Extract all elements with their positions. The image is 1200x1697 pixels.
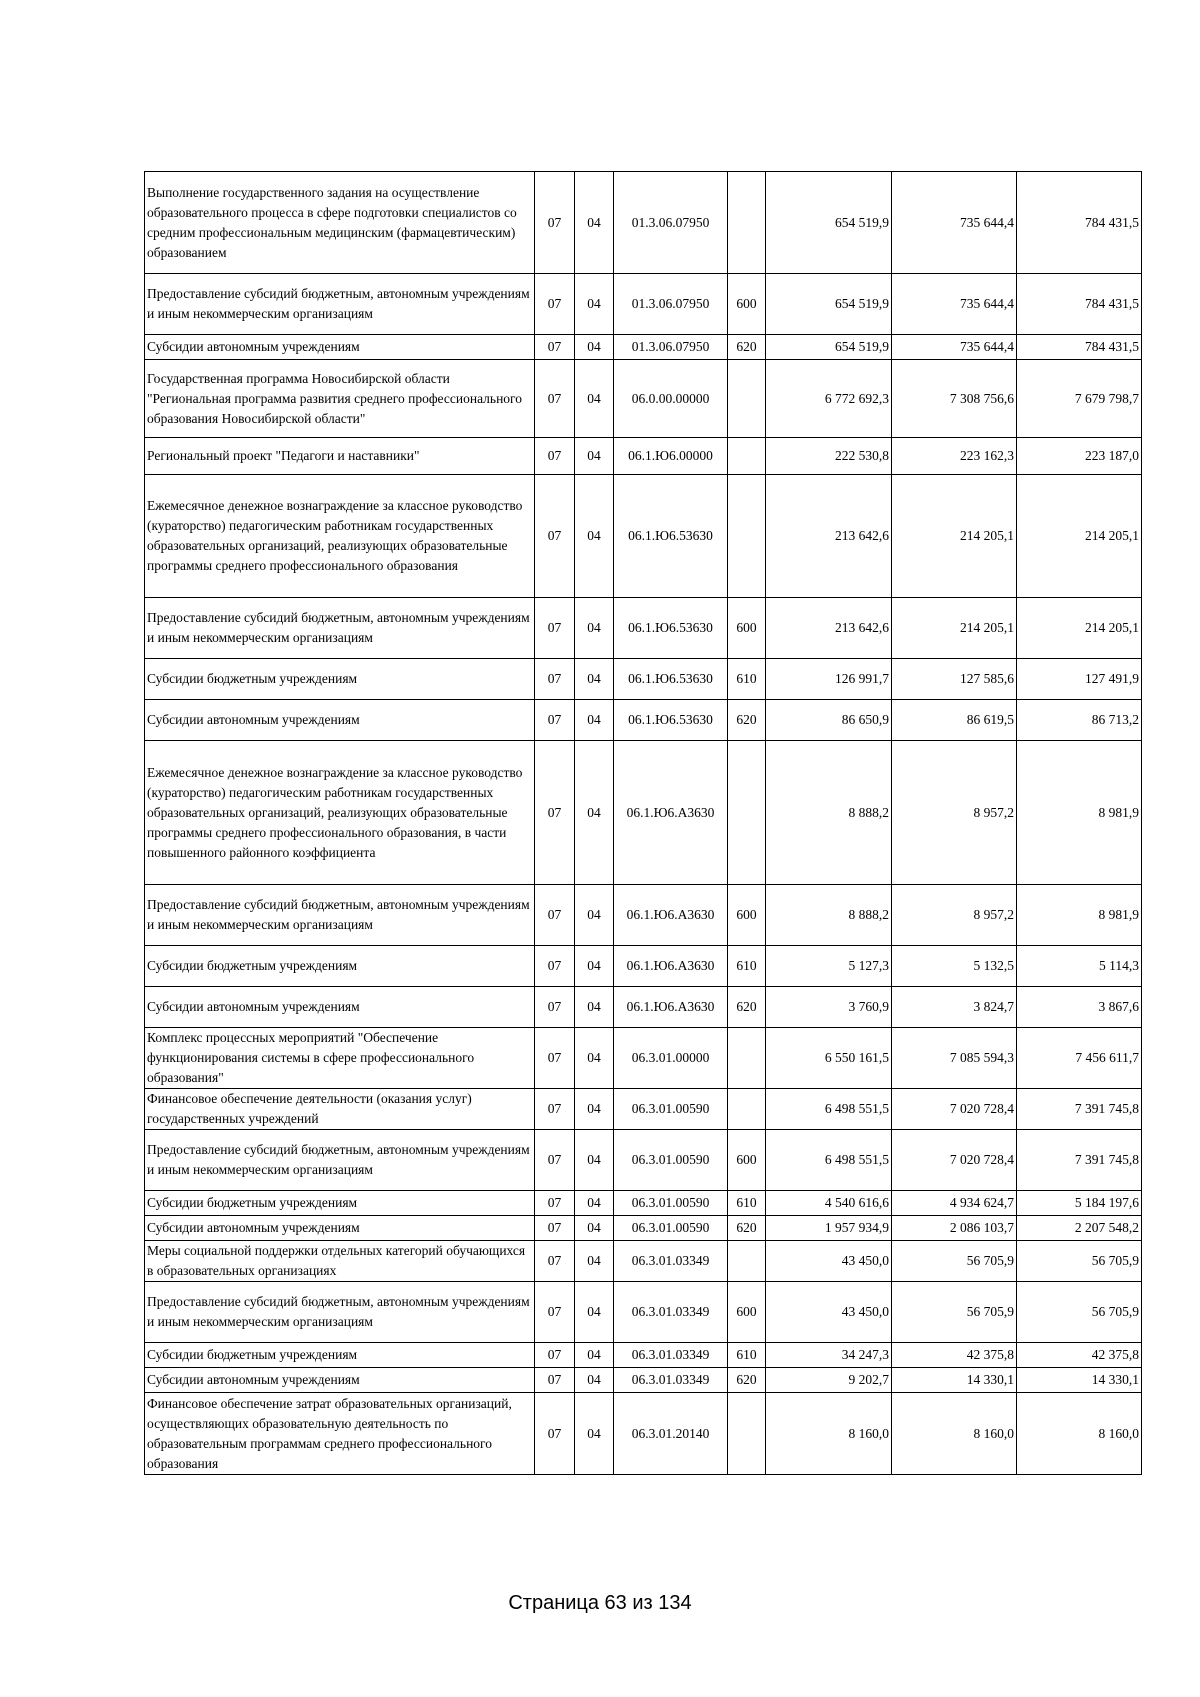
row-expense-type: 600 [728, 885, 766, 946]
row-expense-type: 620 [728, 987, 766, 1028]
row-amount-3: 56 705,9 [1017, 1241, 1142, 1282]
row-amount-2: 214 205,1 [892, 598, 1017, 659]
row-subsection: 04 [575, 741, 614, 885]
row-amount-3: 3 867,6 [1017, 987, 1142, 1028]
row-expense-type [728, 172, 766, 274]
row-target-item: 06.1.Ю6.53630 [614, 475, 728, 598]
table-row [145, 1393, 1142, 1475]
row-expense-type: 610 [728, 1191, 766, 1216]
row-section: 07 [535, 741, 575, 885]
row-amount-2: 735 644,4 [892, 172, 1017, 274]
row-amount-2: 4 934 624,7 [892, 1191, 1017, 1216]
row-target-item: 06.1.Ю6.А3630 [614, 741, 728, 885]
table-row [145, 475, 1142, 598]
row-expense-type [728, 1028, 766, 1089]
row-name: Субсидии автономным учреждениям [145, 700, 535, 741]
row-expense-type: 620 [728, 1368, 766, 1393]
row-expense-type [728, 1089, 766, 1130]
row-target-item: 06.1.Ю6.53630 [614, 598, 728, 659]
row-target-item: 06.1.Ю6.00000 [614, 438, 728, 475]
row-amount-3: 214 205,1 [1017, 598, 1142, 659]
row-subsection: 04 [575, 1216, 614, 1241]
row-expense-type [728, 1241, 766, 1282]
row-name: Ежемесячное денежное вознаграждение за классное руководство (кураторство) педагогическим работникам государственных образовательных организаций, реализующих образовательные программы среднего профессионального образования, в части повышенного районного коэффициента [145, 741, 535, 885]
row-amount-1: 9 202,7 [766, 1368, 892, 1393]
table-row [145, 598, 1142, 659]
row-target-item: 06.1.Ю6.53630 [614, 659, 728, 700]
table-row [145, 1191, 1142, 1216]
table-row [145, 1089, 1142, 1130]
row-name: Предоставление субсидий бюджетным, автономным учреждениям и иным некоммерческим организациям [145, 598, 535, 659]
row-name: Государственная программа Новосибирской области "Региональная программа развития среднего профессионального образования Новосибирской области" [145, 360, 535, 438]
row-target-item: 01.3.06.07950 [614, 172, 728, 274]
row-amount-2: 127 585,6 [892, 659, 1017, 700]
table-row [145, 1216, 1142, 1241]
row-amount-3: 7 391 745,8 [1017, 1089, 1142, 1130]
row-name: Субсидии бюджетным учреждениям [145, 659, 535, 700]
table-row [145, 885, 1142, 946]
row-subsection: 04 [575, 885, 614, 946]
row-target-item: 06.1.Ю6.А3630 [614, 885, 728, 946]
row-amount-2: 8 957,2 [892, 741, 1017, 885]
row-section: 07 [535, 1216, 575, 1241]
row-target-item: 06.0.00.00000 [614, 360, 728, 438]
row-subsection: 04 [575, 475, 614, 598]
row-amount-2: 7 308 756,6 [892, 360, 1017, 438]
row-section: 07 [535, 1130, 575, 1191]
row-amount-1: 654 519,9 [766, 335, 892, 360]
row-section: 07 [535, 335, 575, 360]
row-amount-3: 223 187,0 [1017, 438, 1142, 475]
row-name: Предоставление субсидий бюджетным, автономным учреждениям и иным некоммерческим организациям [145, 1130, 535, 1191]
row-section: 07 [535, 987, 575, 1028]
row-name: Субсидии автономным учреждениям [145, 1216, 535, 1241]
row-amount-3: 2 207 548,2 [1017, 1216, 1142, 1241]
row-amount-2: 735 644,4 [892, 274, 1017, 335]
row-amount-2: 56 705,9 [892, 1241, 1017, 1282]
row-amount-1: 43 450,0 [766, 1282, 892, 1343]
row-amount-1: 213 642,6 [766, 598, 892, 659]
row-section: 07 [535, 1241, 575, 1282]
table-body [145, 172, 1142, 1475]
row-expense-type: 610 [728, 946, 766, 987]
row-subsection: 04 [575, 360, 614, 438]
row-amount-1: 222 530,8 [766, 438, 892, 475]
row-expense-type: 610 [728, 659, 766, 700]
table-row [145, 741, 1142, 885]
row-expense-type: 600 [728, 1282, 766, 1343]
row-expense-type: 600 [728, 274, 766, 335]
row-target-item: 06.3.01.00590 [614, 1089, 728, 1130]
row-expense-type: 620 [728, 335, 766, 360]
row-amount-2: 7 020 728,4 [892, 1130, 1017, 1191]
row-section: 07 [535, 1282, 575, 1343]
row-target-item: 06.3.01.00590 [614, 1216, 728, 1241]
table-row [145, 360, 1142, 438]
row-amount-1: 34 247,3 [766, 1343, 892, 1368]
row-section: 07 [535, 700, 575, 741]
row-subsection: 04 [575, 946, 614, 987]
row-section: 07 [535, 1393, 575, 1475]
row-amount-2: 14 330,1 [892, 1368, 1017, 1393]
row-target-item: 06.3.01.00590 [614, 1130, 728, 1191]
table-row [145, 1241, 1142, 1282]
row-amount-2: 42 375,8 [892, 1343, 1017, 1368]
row-target-item: 06.3.01.03349 [614, 1343, 728, 1368]
table-row [145, 1028, 1142, 1089]
row-amount-1: 6 498 551,5 [766, 1130, 892, 1191]
row-subsection: 04 [575, 1241, 614, 1282]
row-target-item: 01.3.06.07950 [614, 335, 728, 360]
table-row [145, 987, 1142, 1028]
row-section: 07 [535, 172, 575, 274]
row-amount-2: 2 086 103,7 [892, 1216, 1017, 1241]
row-amount-3: 127 491,9 [1017, 659, 1142, 700]
row-amount-1: 5 127,3 [766, 946, 892, 987]
row-amount-2: 8 160,0 [892, 1393, 1017, 1475]
row-expense-type [728, 1393, 766, 1475]
row-subsection: 04 [575, 438, 614, 475]
row-subsection: 04 [575, 1089, 614, 1130]
row-name: Субсидии бюджетным учреждениям [145, 1191, 535, 1216]
table-row [145, 946, 1142, 987]
row-name: Субсидии автономным учреждениям [145, 335, 535, 360]
row-amount-3: 42 375,8 [1017, 1343, 1142, 1368]
row-amount-3: 5 114,3 [1017, 946, 1142, 987]
row-amount-1: 6 772 692,3 [766, 360, 892, 438]
row-section: 07 [535, 1089, 575, 1130]
row-amount-3: 86 713,2 [1017, 700, 1142, 741]
row-amount-2: 7 085 594,3 [892, 1028, 1017, 1089]
row-subsection: 04 [575, 1282, 614, 1343]
row-expense-type: 610 [728, 1343, 766, 1368]
row-subsection: 04 [575, 335, 614, 360]
row-subsection: 04 [575, 1343, 614, 1368]
row-subsection: 04 [575, 1368, 614, 1393]
row-amount-2: 56 705,9 [892, 1282, 1017, 1343]
row-subsection: 04 [575, 1191, 614, 1216]
row-amount-2: 86 619,5 [892, 700, 1017, 741]
row-amount-3: 7 456 611,7 [1017, 1028, 1142, 1089]
row-amount-3: 8 981,9 [1017, 885, 1142, 946]
row-amount-1: 126 991,7 [766, 659, 892, 700]
row-amount-2: 8 957,2 [892, 885, 1017, 946]
row-amount-3: 7 391 745,8 [1017, 1130, 1142, 1191]
table-row [145, 438, 1142, 475]
row-amount-1: 86 650,9 [766, 700, 892, 741]
row-section: 07 [535, 946, 575, 987]
table-row [145, 1282, 1142, 1343]
row-amount-1: 43 450,0 [766, 1241, 892, 1282]
row-section: 07 [535, 360, 575, 438]
row-section: 07 [535, 274, 575, 335]
row-amount-3: 5 184 197,6 [1017, 1191, 1142, 1216]
row-amount-3: 14 330,1 [1017, 1368, 1142, 1393]
table-row [145, 335, 1142, 360]
row-subsection: 04 [575, 274, 614, 335]
row-section: 07 [535, 1028, 575, 1089]
row-section: 07 [535, 885, 575, 946]
row-expense-type: 600 [728, 1130, 766, 1191]
row-expense-type [728, 741, 766, 885]
row-amount-1: 8 160,0 [766, 1393, 892, 1475]
row-target-item: 06.3.01.03349 [614, 1368, 728, 1393]
row-amount-2: 3 824,7 [892, 987, 1017, 1028]
row-section: 07 [535, 475, 575, 598]
row-amount-3: 8 160,0 [1017, 1393, 1142, 1475]
row-amount-2: 214 205,1 [892, 475, 1017, 598]
row-amount-3: 8 981,9 [1017, 741, 1142, 885]
row-amount-2: 7 020 728,4 [892, 1089, 1017, 1130]
row-name: Выполнение государственного задания на осуществление образовательного процесса в сфере подготовки специалистов со средним профессиональным медицинским (фармацевтическим) образованием [145, 172, 535, 274]
row-name: Ежемесячное денежное вознаграждение за классное руководство (кураторство) педагогическим работникам государственных образовательных организаций, реализующих образовательные программы среднего профессионального образования [145, 475, 535, 598]
row-subsection: 04 [575, 1393, 614, 1475]
row-name: Субсидии автономным учреждениям [145, 1368, 535, 1393]
row-amount-1: 654 519,9 [766, 274, 892, 335]
row-expense-type: 620 [728, 1216, 766, 1241]
row-amount-1: 8 888,2 [766, 741, 892, 885]
table-row [145, 1130, 1142, 1191]
row-subsection: 04 [575, 987, 614, 1028]
row-amount-3: 784 431,5 [1017, 172, 1142, 274]
row-name: Региональный проект "Педагоги и наставники" [145, 438, 535, 475]
row-name: Субсидии автономным учреждениям [145, 987, 535, 1028]
row-amount-3: 784 431,5 [1017, 335, 1142, 360]
row-subsection: 04 [575, 1028, 614, 1089]
row-amount-1: 4 540 616,6 [766, 1191, 892, 1216]
row-section: 07 [535, 1368, 575, 1393]
row-amount-1: 654 519,9 [766, 172, 892, 274]
row-name: Субсидии бюджетным учреждениям [145, 1343, 535, 1368]
table-row [145, 172, 1142, 274]
row-amount-2: 223 162,3 [892, 438, 1017, 475]
row-target-item: 06.3.01.03349 [614, 1282, 728, 1343]
row-subsection: 04 [575, 1130, 614, 1191]
row-expense-type: 620 [728, 700, 766, 741]
row-expense-type [728, 360, 766, 438]
row-subsection: 04 [575, 172, 614, 274]
row-name: Субсидии бюджетным учреждениям [145, 946, 535, 987]
table-row [145, 700, 1142, 741]
row-amount-1: 6 498 551,5 [766, 1089, 892, 1130]
row-target-item: 06.3.01.20140 [614, 1393, 728, 1475]
row-amount-1: 8 888,2 [766, 885, 892, 946]
row-amount-1: 6 550 161,5 [766, 1028, 892, 1089]
row-target-item: 06.1.Ю6.А3630 [614, 946, 728, 987]
row-name: Предоставление субсидий бюджетным, автономным учреждениям и иным некоммерческим организациям [145, 885, 535, 946]
row-target-item: 06.3.01.03349 [614, 1241, 728, 1282]
row-target-item: 06.1.Ю6.А3630 [614, 987, 728, 1028]
row-section: 07 [535, 659, 575, 700]
row-name: Комплекс процессных мероприятий "Обеспечение функционирования системы в сфере профессионального образования" [145, 1028, 535, 1089]
row-amount-3: 784 431,5 [1017, 274, 1142, 335]
row-expense-type [728, 438, 766, 475]
row-expense-type [728, 475, 766, 598]
row-section: 07 [535, 1191, 575, 1216]
table-row [145, 1368, 1142, 1393]
row-amount-3: 56 705,9 [1017, 1282, 1142, 1343]
row-name: Меры социальной поддержки отдельных категорий обучающихся в образовательных организациях [145, 1241, 535, 1282]
row-amount-3: 7 679 798,7 [1017, 360, 1142, 438]
row-target-item: 06.3.01.00000 [614, 1028, 728, 1089]
row-amount-3: 214 205,1 [1017, 475, 1142, 598]
table-row [145, 1343, 1142, 1368]
row-subsection: 04 [575, 700, 614, 741]
row-amount-2: 5 132,5 [892, 946, 1017, 987]
row-target-item: 06.1.Ю6.53630 [614, 700, 728, 741]
row-name: Финансовое обеспечение деятельности (оказания услуг) государственных учреждений [145, 1089, 535, 1130]
row-amount-2: 735 644,4 [892, 335, 1017, 360]
row-name: Предоставление субсидий бюджетным, автономным учреждениям и иным некоммерческим организациям [145, 274, 535, 335]
row-amount-1: 213 642,6 [766, 475, 892, 598]
table-row [145, 659, 1142, 700]
row-amount-1: 1 957 934,9 [766, 1216, 892, 1241]
budget-table [144, 171, 1142, 1475]
page-number: Страница 63 из 134 [508, 1592, 692, 1614]
row-subsection: 04 [575, 598, 614, 659]
row-section: 07 [535, 438, 575, 475]
row-amount-1: 3 760,9 [766, 987, 892, 1028]
row-name: Финансовое обеспечение затрат образовательных организаций, осуществляющих образовательную деятельность по образовательным программам среднего профессионального образования [145, 1393, 535, 1475]
row-expense-type: 600 [728, 598, 766, 659]
row-target-item: 06.3.01.00590 [614, 1191, 728, 1216]
row-section: 07 [535, 1343, 575, 1368]
row-subsection: 04 [575, 659, 614, 700]
row-target-item: 01.3.06.07950 [614, 274, 728, 335]
row-name: Предоставление субсидий бюджетным, автономным учреждениям и иным некоммерческим организациям [145, 1282, 535, 1343]
row-section: 07 [535, 598, 575, 659]
table-row [145, 274, 1142, 335]
